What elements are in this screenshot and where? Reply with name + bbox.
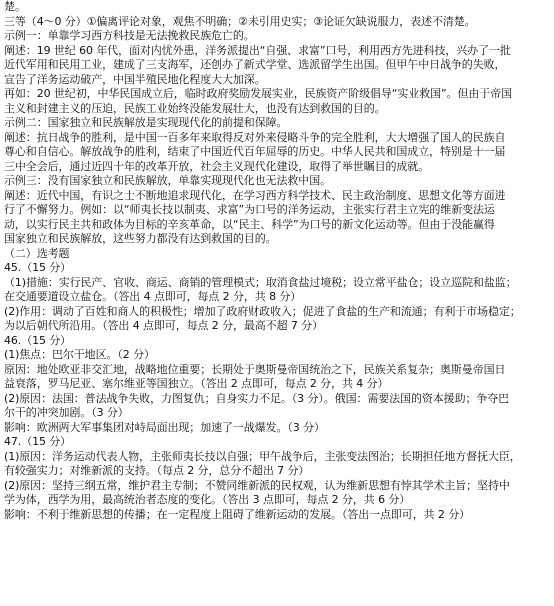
question-number: 46.（15 分） [4, 333, 72, 347]
text-line: (2)原因：法国：普法战争失败，力图复仇；自身实力不足。（3 分）。俄国：需要法国的资本援助；争夺巴 [4, 391, 510, 405]
answer-key-document [4, 0, 552, 522]
text-line: 原因：地处欧亚非交汇地，战略地位重要；长期处于奥斯曼帝国统治之下，民族关系复杂；奥斯曼帝国日 [4, 362, 506, 376]
text-line: 尔干的冲突加剧。（3 分） [4, 406, 129, 419]
text-line: 益衰落，罗马尼亚、塞尔维亚等国独立。（答出 2 点即可，每点 2 分，共 4 分） [4, 377, 389, 390]
question-number: 45.（15 分） [4, 261, 72, 274]
text-line: 阐述：19 世纪 60 年代，面对内忧外患，洋务派提出“自强、求富”口号，利用西方先进科技，兴办了一批 [4, 43, 511, 57]
text-line: (2)作用：调动了百姓和商人的积极性；增加了政府财政收入；促进了食盐的生产和流通；有利于市场稳定； [4, 304, 521, 318]
text-line: 宣告了洋务运动破产，中国半殖民地化程度大大加深。 [4, 72, 266, 86]
text-line: 三中全会后，通过近四十年的改革开放，社会主义现代化建设，取得了举世瞩目的成就。 [4, 159, 430, 173]
text-line: 示例一：单靠学习西方科技是无法挽救民族危亡的。 [4, 29, 255, 42]
text-line: 学为体，西学为用，最高统治者态度的变化。（答出 3 点即可，每点 2 分，共 6 分） [4, 493, 411, 506]
text-line: 近代军用和民用工业，建成了三支海军，还创办了新式学堂、选派留学生出国。但甲午中日战争的失败， [4, 58, 506, 71]
text-line: 行了不懈努力。例如：以“师夷长技以制夷、求富”为口号的洋务运动，主张实行君主立宪的维新变法运 [4, 203, 495, 216]
text-line: 动，以实行民主共和政体为目标的辛亥革命，以“民主、科学”为口号的新文化运动等。但由于没能赢得 [4, 217, 495, 231]
text-line: 主义和封建主义的压迫，民族工业始终没能发展壮大，也没有达到救国的目的。 [4, 101, 386, 115]
text-line: 为以后朝代所沿用。（答出 4 点即可，每点 2 分，最高不超 7 分） [4, 319, 323, 332]
text-line: 在交通要道设立盐仓。（答出 4 点即可，每点 2 分，共 8 分） [4, 290, 302, 303]
section-heading: （二）选考题 [4, 246, 70, 260]
text-line: 示例三：没有国家独立和民族解放，单靠实现现代化也无法救中国。 [4, 174, 331, 187]
text-line: (2)原因：坚持三纲五常，维护君主专制；不赞同维新派的民权观，认为维新思想有悖其学术主旨；坚持中 [4, 478, 510, 492]
text-line: 楚。 [4, 0, 26, 13]
text-line: 再如：20 世纪初，中华民国成立后，临时政府奖励发展实业，民族资产阶级倡导“实业救国”。但由于帝国 [4, 87, 512, 100]
text-line: (1)原因：洋务运动代表人物，主张师夷长技以自强；甲午战争后，主张变法图治；长期担任地方督抚大臣， [4, 449, 521, 463]
text-line: 影响：不利于维新思想的传播；在一定程度上阻碍了维新运动的发展。（答出一点即可，共 2 分） [4, 507, 470, 521]
text-line: 国家独立和民族解放，这些努力都没有达到救国的目的。 [4, 232, 277, 245]
text-line: 示例二：国家独立和民族解放是实现现代化的前提和保障。 [4, 116, 288, 129]
text-line: （1)措施：实行民产、官收、商运、商销的管理模式；取消食盐过境税；设立常平盐仓；设立巡院和盐监； [4, 275, 517, 289]
text-line: (1)焦点：巴尔干地区。（2 分） [4, 348, 155, 361]
text-line: 阐述：近代中国，有识之士不断地追求现代化，在学习西方科学技术、民主政治制度、思想文化等方面进 [4, 188, 506, 202]
text-line: 影响：欧洲两大军事集团对峙局面出现；加速了一战爆发。（3 分） [4, 420, 325, 434]
text-line: 三等（4～0 分）①偏离评论对象，观焦不明确；②未引用史实；③论证欠缺说服力，表述不清楚。 [4, 14, 476, 28]
text-line: 阐述：抗日战争的胜利，是中国一百多年来取得反对外来侵略斗争的完全胜利，大大增强了国人的民族自 [4, 130, 506, 144]
text-line: 有较强实力；对维新派的支持。（每点 2 分，总分不超出 7 分） [4, 464, 310, 477]
text-line: 尊心和自信心。解放战争的胜利，结束了中国近代百年屈辱的历史。中华人民共和国成立，特别是十一届 [4, 145, 506, 158]
question-number: 47.（15 分） [4, 435, 72, 448]
